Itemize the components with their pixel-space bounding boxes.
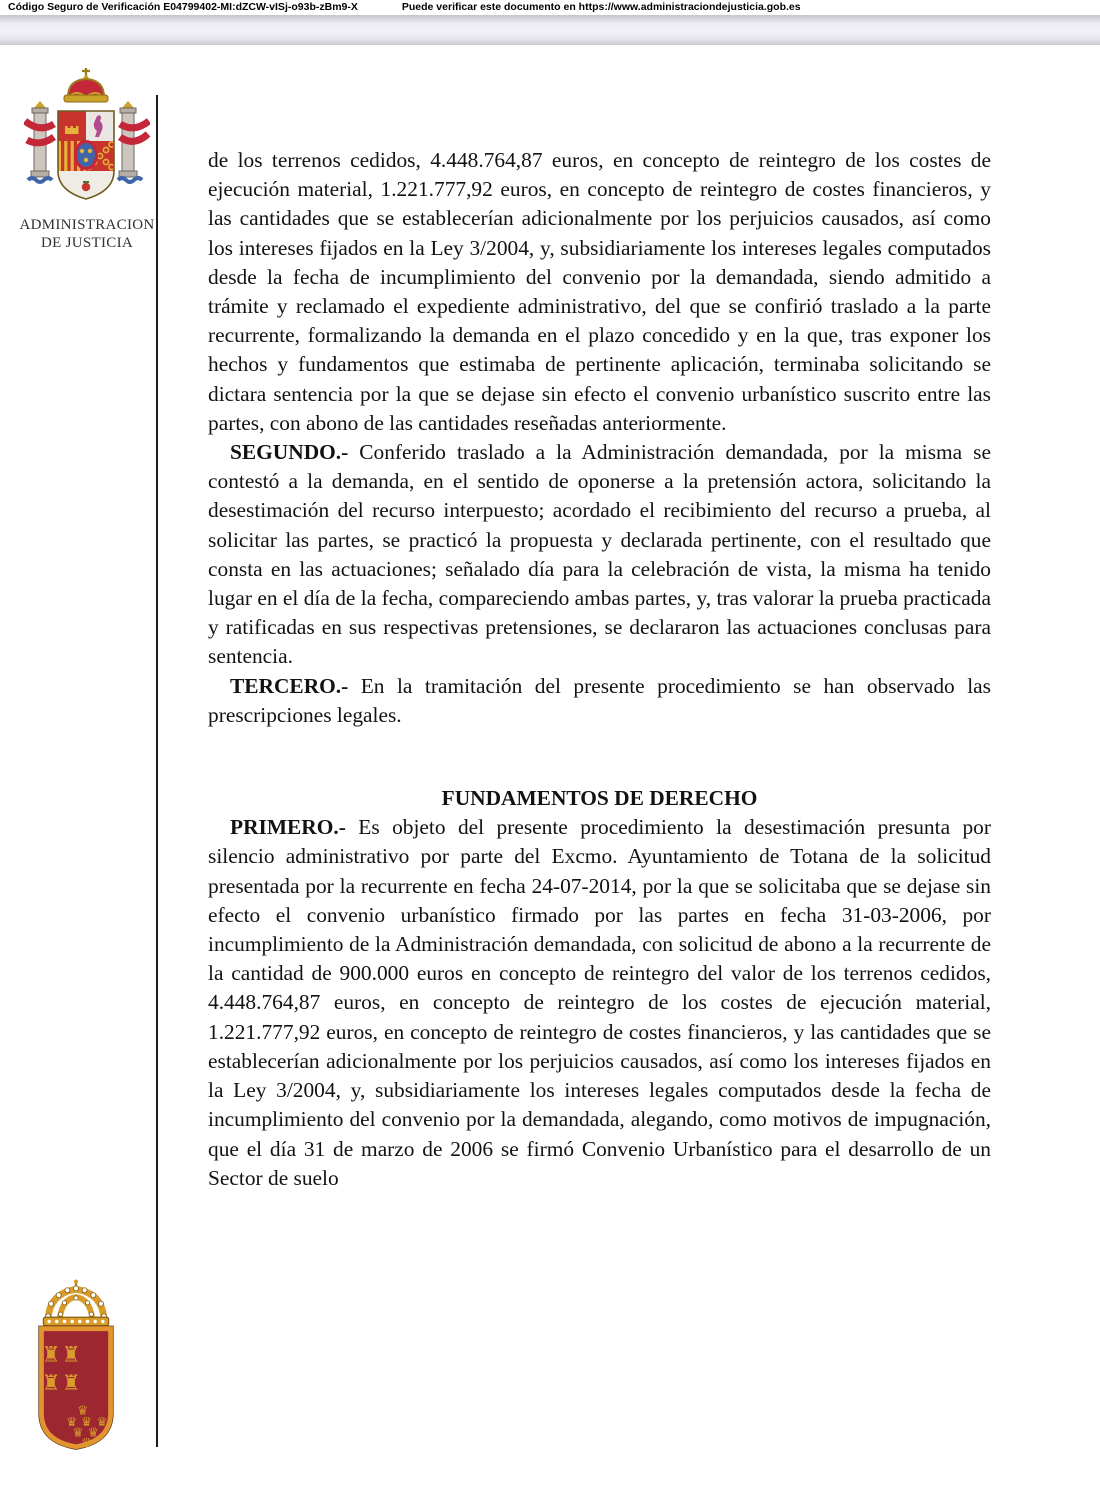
svg-text:♛: ♛ bbox=[72, 1424, 84, 1440]
paragraph-lead: TERCERO.- bbox=[230, 673, 349, 698]
murcia-coat-of-arms-icon bbox=[28, 1276, 124, 1462]
page-top-band bbox=[0, 15, 1100, 45]
spain-coat-of-arms-icon bbox=[24, 66, 150, 216]
paragraph-segundo bbox=[208, 438, 991, 672]
svg-text:♛: ♛ bbox=[80, 1414, 93, 1430]
paragraph-lead: PRIMERO.- bbox=[230, 815, 346, 840]
svg-text:♜: ♜ bbox=[61, 1370, 81, 1396]
paragraph-body: de los terrenos cedidos, 4.448.764,87 euros, en concepto de reintegro de los costes de ejecución material, 1.221.777,92 euros, en concepto de reintegro de costes financieros, y las cantidades que se establecerían adicionalmente por los perjuicios causados, así como los intereses fijados en la Ley 3/2004, y, subsidiariamente los intereses legales computados desde la fecha de incumplimiento del convenio por la demandada, siendo admitido a trámite y reclamado el expediente administrativo, del que se confirió traslado a la parte recurrente, formalizando la demanda en el plazo concedido y en la que, tras exponer los hechos y fundamentos que estimaba de pertinente aplicación, terminaba solicitando se dictara sentencia por la que se dejase sin efecto el convenio urbanístico suscrito entre las partes, con abono de las cantidades reseñadas anteriormente. bbox=[208, 148, 991, 435]
svg-text:♛: ♛ bbox=[66, 1414, 78, 1430]
svg-text:♛: ♛ bbox=[87, 1424, 99, 1440]
judgment-text-block bbox=[208, 146, 991, 1193]
institution-line2: DE JUSTICIA bbox=[40, 235, 134, 251]
granada-pomegranate-icon bbox=[82, 183, 90, 191]
svg-text:♛: ♛ bbox=[80, 1435, 93, 1451]
verify-url-text: Puede verificar este documento en https://www.administraciondejusticia.gob.es bbox=[401, 1, 801, 13]
section-heading-fundamentos: FUNDAMENTOS DE DERECHO bbox=[441, 786, 758, 811]
paragraph-body: Conferido traslado a la Administración demandada, por la misma se contestó a la demanda, en el sentido de oponerse a la pretensión actora, solicitando la desestimación del recurso interpuesto; acordado el recibimiento del recurso a prueba, al solicitar las partes, se practicó la propuesta y declarada pertinente, con el resultado que consta en las actuaciones; señalado día para la celebración de vista, la misma ha tenido lugar en el día de la fecha, compareciendo ambas partes, y, tras valorar la prueba practicada y ratificadas en sus respectivas pretensiones, se declararon las actuaciones conclusas para sentencia. bbox=[208, 440, 991, 669]
svg-text:♜: ♜ bbox=[41, 1370, 61, 1396]
paragraph-antecedente-continuacion bbox=[208, 146, 991, 438]
svg-text:♛: ♛ bbox=[77, 1402, 89, 1418]
murcia-shield-icon bbox=[39, 1326, 113, 1450]
paragraph-body: Es objeto del presente procedimiento la desestimación presunta por silencio administrativo por parte del Excmo. Ayuntamiento de Totana de la solicitud presentada por la recurrente en fecha 24-07-2014, por la que se solicitaba que se dejase sin efecto el convenio urbanístico firmado por las partes en fecha 31-03-2006, por incumplimiento de la Administración demandada, con solicitud de abono a la recurrente de la cantidad de 900.000 euros en concepto de reintegro del valor de los terrenos cedidos, 4.448.764,87 euros, en concepto de reintegro de los costes de ejecución material, 1.221.777,92 euros, en concepto de reintegro de costes financieros, y las cantidades que se establecerían adicionalmente por los perjuicios causados, así como los intereses fijados en la Ley 3/2004, y, subsidiariamente los intereses legales computados desde la fecha de incumplimiento del convenio por la demandada, alegando, como motivos de impugnación, que el día 31 de marzo de 2006 se firmó Convenio Urbanístico para el desarrollo de un Sector de suelo bbox=[208, 815, 991, 1190]
murcia-crown-icon bbox=[43, 1280, 108, 1326]
spain-shield-icon bbox=[58, 111, 114, 203]
royal-crown-icon bbox=[64, 68, 108, 102]
vertical-divider bbox=[156, 95, 158, 1447]
svg-text:♜: ♜ bbox=[41, 1341, 61, 1367]
csv-code-text: Código Seguro de Verificación E04799402-MI:dZCW-vISj-o93b-zBm9-X bbox=[8, 1, 358, 13]
svg-text:♛: ♛ bbox=[96, 1414, 108, 1430]
paragraph-tercero bbox=[208, 672, 991, 730]
paragraph-lead: SEGUNDO.- bbox=[230, 440, 349, 465]
paragraph-body: En la tramitación del presente procedimiento se han observado las prescripciones legales. bbox=[208, 673, 991, 727]
institution-line1: ADMINISTRACION bbox=[19, 217, 155, 233]
institution-label bbox=[6, 216, 168, 252]
bourbon-escutcheon-icon bbox=[76, 142, 97, 169]
paragraph-primero bbox=[208, 813, 991, 1193]
verification-bar bbox=[0, 0, 1100, 15]
castile-castle-icon bbox=[65, 126, 79, 134]
svg-text:♜: ♜ bbox=[61, 1341, 81, 1367]
